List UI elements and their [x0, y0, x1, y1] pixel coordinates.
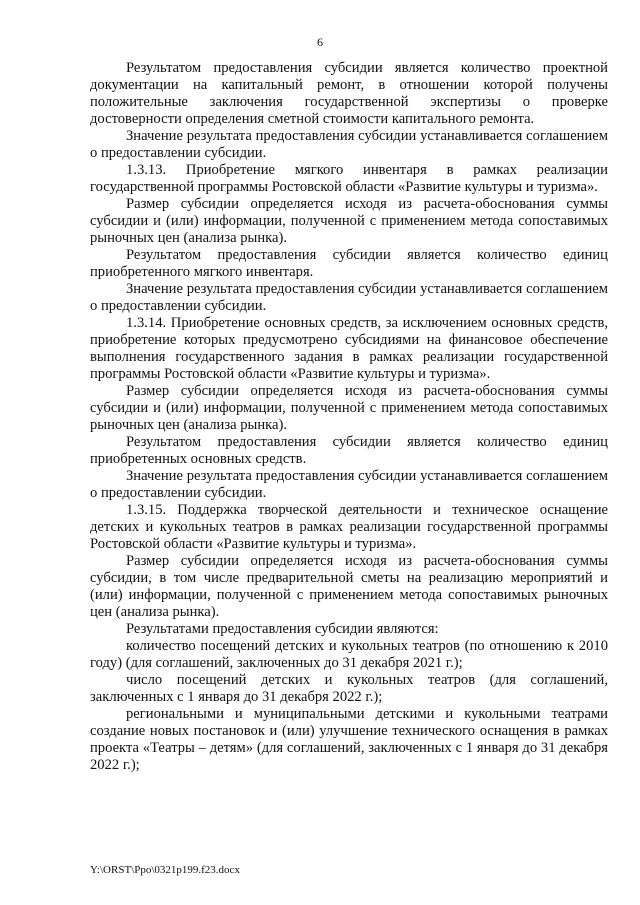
- list-item: количество посещений детских и кукольных театров (по отношению к 2010 году) (для соглашений, заключенных до 31 декабря 2021 г.);: [90, 638, 608, 671]
- document-body: [90, 60, 608, 774]
- list-item: число посещений детских и кукольных театров (для соглашений, заключенных с 1 января до 31 декабря 2022 г.);: [90, 672, 608, 705]
- paragraph: Размер субсидии определяется исходя из расчета-обоснования суммы субсидии, в том числе предварительной сметы на реализацию мероприятий и (или) информации, полученной с применением метода сопоставимых рыночных цен (анализа рынка).: [90, 553, 608, 620]
- paragraph: Значение результата предоставления субсидии устанавливается соглашением о предоставлении субсидии.: [90, 281, 608, 314]
- section-heading: 1.3.14. Приобретение основных средств, за исключением основных средств, приобретение которых предусмотрено субсидиями на финансовое обеспечение выполнения государственного задания в рамках реализации государственной программы Ростовской области «Развитие культуры и туризма».: [90, 315, 608, 382]
- paragraph: Результатом предоставления субсидии является количество проектной документации на капитальный ремонт, в отношении которой получены положительные заключения государственной экспертизы о проверке достоверности определения сметной стоимости капитального ремонта.: [90, 60, 608, 127]
- section-heading: 1.3.15. Поддержка творческой деятельности и техническое оснащение детских и кукольных театров в рамках реализации государственной программы Ростовской области «Развитие культуры и туризма».: [90, 502, 608, 552]
- paragraph: Размер субсидии определяется исходя из расчета-обоснования суммы субсидии и (или) информации, полученной с применением метода сопоставимых рыночных цен (анализа рынка).: [90, 196, 608, 246]
- paragraph: Результатами предоставления субсидии являются:: [126, 621, 439, 637]
- paragraph: Значение результата предоставления субсидии устанавливается соглашением о предоставлении субсидии.: [90, 468, 608, 501]
- paragraph: Результатом предоставления субсидии является количество единиц приобретенного мягкого инвентаря.: [90, 247, 608, 280]
- page-number: 6: [317, 35, 323, 49]
- paragraph: Размер субсидии определяется исходя из расчета-обоснования суммы субсидии и (или) информации, полученной с применением метода сопоставимых рыночных цен (анализа рынка).: [90, 383, 608, 433]
- list-item: региональными и муниципальными детскими и кукольными театрами создание новых постановок и (или) улучшение технического оснащения в рамках проекта «Театры – детям» (для соглашений, заключенных с 1 января до 31 декабря 2022 г.);: [90, 706, 608, 773]
- paragraph: Результатом предоставления субсидии является количество единиц приобретенных основных средств.: [90, 434, 608, 467]
- section-heading: 1.3.13. Приобретение мягкого инвентаря в рамках реализации государственной программы Ростовской области «Развитие культуры и туризма».: [90, 162, 608, 195]
- paragraph: Значение результата предоставления субсидии устанавливается соглашением о предоставлении субсидии.: [90, 128, 608, 161]
- footer-file-path: Y:\ORST\Ppo\0321p199.f23.docx: [90, 864, 240, 876]
